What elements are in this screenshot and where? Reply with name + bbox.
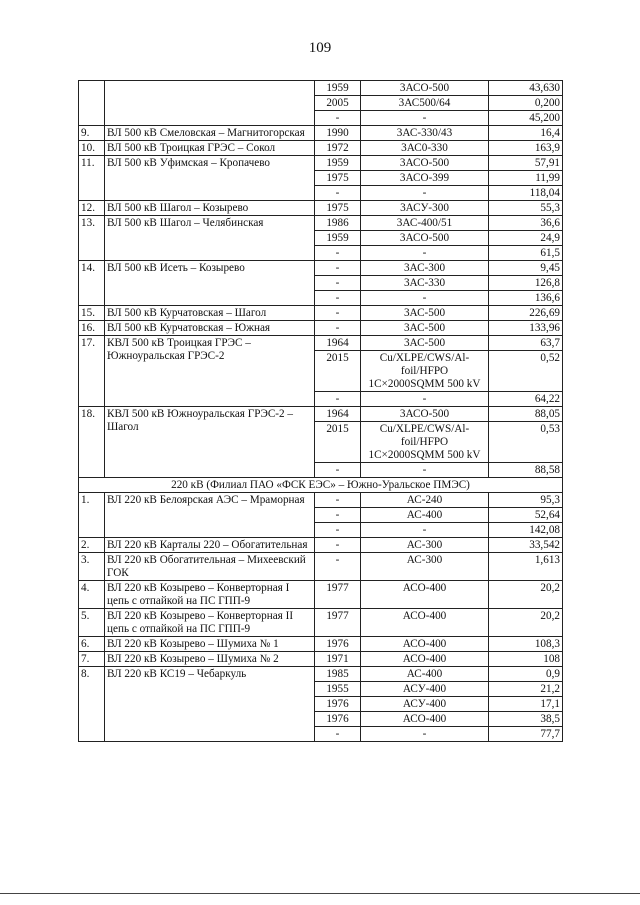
year-cell: 1959 [315, 156, 361, 171]
year-cell: - [315, 523, 361, 538]
wire-type-cell: АСО-400 [361, 581, 489, 609]
wire-type-cell: 3АС0-330 [361, 141, 489, 156]
year-cell: - [315, 291, 361, 306]
wire-type-cell: 3АСО-500 [361, 81, 489, 96]
length-cell: 136,6 [489, 291, 563, 306]
section-heading: 220 кВ (Филиал ПАО «ФСК ЕЭС» – Южно-Уральское ПМЭС) [79, 478, 563, 493]
wire-type-cell: Cu/XLPE/CWS/Al-foil/HFPO 1С×2000SQMM 500 kV [361, 351, 489, 392]
year-cell: - [315, 111, 361, 126]
year-cell: 1972 [315, 141, 361, 156]
length-cell: 24,9 [489, 231, 563, 246]
wire-type-cell: АСО-400 [361, 609, 489, 637]
year-cell: - [315, 493, 361, 508]
length-cell: 63,7 [489, 336, 563, 351]
length-cell: 88,05 [489, 407, 563, 422]
wire-type-cell: АС-400 [361, 667, 489, 682]
year-cell: - [315, 508, 361, 523]
row-number-cell: 9. [79, 126, 105, 141]
length-cell: 16,4 [489, 126, 563, 141]
line-name-cell: ВЛ 220 кВ Козырево – Шумиха № 2 [105, 652, 315, 667]
length-cell: 88,58 [489, 463, 563, 478]
length-cell: 126,8 [489, 276, 563, 291]
table-row [79, 126, 563, 141]
wire-type-cell: АСО-400 [361, 652, 489, 667]
row-number-cell: 13. [79, 216, 105, 261]
row-number-cell: 8. [79, 667, 105, 742]
year-cell: - [315, 538, 361, 553]
table-row [79, 493, 563, 508]
year-cell: 1976 [315, 637, 361, 652]
length-cell: 163,9 [489, 141, 563, 156]
length-cell: 43,630 [489, 81, 563, 96]
wire-type-cell: 3АС-300 [361, 261, 489, 276]
year-cell: - [315, 553, 361, 581]
line-name-cell [105, 81, 315, 126]
row-number-cell: 12. [79, 201, 105, 216]
year-cell: 2015 [315, 422, 361, 463]
table-row [79, 538, 563, 553]
year-cell: 1977 [315, 609, 361, 637]
line-name-cell: ВЛ 500 кВ Смеловская – Магнитогорская [105, 126, 315, 141]
length-cell: 38,5 [489, 712, 563, 727]
row-number-cell: 7. [79, 652, 105, 667]
table-row [79, 306, 563, 321]
line-name-cell: ВЛ 220 кВ Обогатительная – Михеевский ГОК [105, 553, 315, 581]
length-cell: 77,7 [489, 727, 563, 742]
table-row [79, 81, 563, 96]
line-name-cell: ВЛ 500 кВ Исеть – Козырево [105, 261, 315, 306]
row-number-cell: 11. [79, 156, 105, 201]
row-number-cell: 1. [79, 493, 105, 538]
line-name-cell: ВЛ 220 кВ Белоярская АЭС – Мраморная [105, 493, 315, 538]
length-cell: 61,5 [489, 246, 563, 261]
year-cell: - [315, 246, 361, 261]
year-cell: 1976 [315, 697, 361, 712]
table-row [79, 637, 563, 652]
wire-type-cell: 3АСО-399 [361, 171, 489, 186]
length-cell: 133,96 [489, 321, 563, 336]
wire-type-cell: - [361, 186, 489, 201]
length-cell: 21,2 [489, 682, 563, 697]
row-number-cell: 10. [79, 141, 105, 156]
line-name-cell: КВЛ 500 кВ Южноуральская ГРЭС-2 – Шагол [105, 407, 315, 478]
wire-type-cell: 3АСО-500 [361, 156, 489, 171]
wire-type-cell: АС-400 [361, 508, 489, 523]
row-number-cell: 4. [79, 581, 105, 609]
line-name-cell: ВЛ 220 кВ Козырево – Шумиха № 1 [105, 637, 315, 652]
row-number-cell: 6. [79, 637, 105, 652]
wire-type-cell: АС-300 [361, 538, 489, 553]
wire-type-cell: АС-300 [361, 553, 489, 581]
table-row [79, 336, 563, 351]
year-cell: 1959 [315, 231, 361, 246]
length-cell: 36,6 [489, 216, 563, 231]
line-name-cell: ВЛ 220 кВ КС19 – Чебаркуль [105, 667, 315, 742]
table-row [79, 609, 563, 637]
page-number: 109 [308, 40, 332, 56]
wire-type-cell: - [361, 463, 489, 478]
year-cell: 1986 [315, 216, 361, 231]
table-body [79, 81, 563, 742]
wire-type-cell: - [361, 246, 489, 261]
year-cell: 1990 [315, 126, 361, 141]
length-cell: 1,613 [489, 553, 563, 581]
row-number-cell [79, 81, 105, 126]
length-cell: 9,45 [489, 261, 563, 276]
year-cell: 2005 [315, 96, 361, 111]
year-cell: - [315, 321, 361, 336]
line-name-cell: ВЛ 500 кВ Шагол – Козырево [105, 201, 315, 216]
year-cell: - [315, 276, 361, 291]
length-cell: 20,2 [489, 581, 563, 609]
row-number-cell: 17. [79, 336, 105, 407]
length-cell: 118,04 [489, 186, 563, 201]
wire-type-cell: 3АСО-500 [361, 407, 489, 422]
wire-type-cell: АСУ-400 [361, 682, 489, 697]
table-row [79, 261, 563, 276]
length-cell: 108,3 [489, 637, 563, 652]
wire-type-cell: - [361, 727, 489, 742]
wire-type-cell: 3АС-500 [361, 336, 489, 351]
length-cell: 95,3 [489, 493, 563, 508]
length-cell: 33,542 [489, 538, 563, 553]
line-name-cell: ВЛ 500 кВ Шагол – Челябинская [105, 216, 315, 261]
year-cell: 1985 [315, 667, 361, 682]
table-row [79, 156, 563, 171]
length-cell: 52,64 [489, 508, 563, 523]
year-cell: 2015 [315, 351, 361, 392]
year-cell: - [315, 727, 361, 742]
length-cell: 17,1 [489, 697, 563, 712]
length-cell: 0,53 [489, 422, 563, 463]
table-row [79, 201, 563, 216]
table-row [79, 321, 563, 336]
length-cell: 64,22 [489, 392, 563, 407]
length-cell: 0,52 [489, 351, 563, 392]
table-row [79, 667, 563, 682]
length-cell: 0,200 [489, 96, 563, 111]
wire-type-cell: - [361, 111, 489, 126]
table-row [79, 652, 563, 667]
wire-type-cell: АСО-400 [361, 712, 489, 727]
year-cell: 1964 [315, 336, 361, 351]
row-number-cell: 2. [79, 538, 105, 553]
wire-type-cell: - [361, 392, 489, 407]
line-name-cell: ВЛ 220 кВ Карталы 220 – Обогатительная [105, 538, 315, 553]
length-cell: 108 [489, 652, 563, 667]
length-cell: 55,3 [489, 201, 563, 216]
page-bottom-divider [0, 893, 640, 894]
year-cell: 1975 [315, 171, 361, 186]
length-cell: 11,99 [489, 171, 563, 186]
wire-type-cell: - [361, 523, 489, 538]
length-cell: 20,2 [489, 609, 563, 637]
wire-type-cell: АСО-400 [361, 637, 489, 652]
wire-type-cell: АС-240 [361, 493, 489, 508]
line-name-cell: ВЛ 220 кВ Козырево – Конверторная I цепь с отпайкой на ПС ГПП-9 [105, 581, 315, 609]
table-row [79, 407, 563, 422]
wire-type-cell: - [361, 291, 489, 306]
power-lines-table [78, 80, 563, 742]
year-cell: 1955 [315, 682, 361, 697]
year-cell: - [315, 463, 361, 478]
year-cell: - [315, 261, 361, 276]
wire-type-cell: 3АСО-500 [361, 231, 489, 246]
wire-type-cell: 3АС-400/51 [361, 216, 489, 231]
line-name-cell: ВЛ 500 кВ Уфимская – Кропачево [105, 156, 315, 201]
year-cell: 1959 [315, 81, 361, 96]
length-cell: 142,08 [489, 523, 563, 538]
length-cell: 0,9 [489, 667, 563, 682]
wire-type-cell: 3АС-330 [361, 276, 489, 291]
line-name-cell: ВЛ 220 кВ Козырево – Конверторная II цепь с отпайкой на ПС ГПП-9 [105, 609, 315, 637]
year-cell: 1975 [315, 201, 361, 216]
year-cell: - [315, 392, 361, 407]
row-number-cell: 3. [79, 553, 105, 581]
row-number-cell: 16. [79, 321, 105, 336]
year-cell: 1977 [315, 581, 361, 609]
line-name-cell: КВЛ 500 кВ Троицкая ГРЭС – Южноуральская ГРЭС-2 [105, 336, 315, 407]
year-cell: 1976 [315, 712, 361, 727]
row-number-cell: 18. [79, 407, 105, 478]
length-cell: 45,200 [489, 111, 563, 126]
line-name-cell: ВЛ 500 кВ Курчатовская – Южная [105, 321, 315, 336]
year-cell: - [315, 186, 361, 201]
wire-type-cell: 3АС-330/43 [361, 126, 489, 141]
wire-type-cell: 3АСУ-300 [361, 201, 489, 216]
wire-type-cell: АСУ-400 [361, 697, 489, 712]
table-row [79, 141, 563, 156]
line-name-cell: ВЛ 500 кВ Троицкая ГРЭС – Сокол [105, 141, 315, 156]
year-cell: 1964 [315, 407, 361, 422]
row-number-cell: 15. [79, 306, 105, 321]
table-row [79, 553, 563, 581]
row-number-cell: 5. [79, 609, 105, 637]
section-row [79, 478, 563, 493]
length-cell: 226,69 [489, 306, 563, 321]
row-number-cell: 14. [79, 261, 105, 306]
line-name-cell: ВЛ 500 кВ Курчатовская – Шагол [105, 306, 315, 321]
table-row [79, 581, 563, 609]
year-cell: - [315, 306, 361, 321]
wire-type-cell: Cu/XLPE/CWS/Al-foil/HFPO 1С×2000SQMM 500 kV [361, 422, 489, 463]
length-cell: 57,91 [489, 156, 563, 171]
wire-type-cell: 3АС-500 [361, 321, 489, 336]
year-cell: 1971 [315, 652, 361, 667]
wire-type-cell: 3АС-500 [361, 306, 489, 321]
wire-type-cell: 3АС500/64 [361, 96, 489, 111]
table-row [79, 216, 563, 231]
